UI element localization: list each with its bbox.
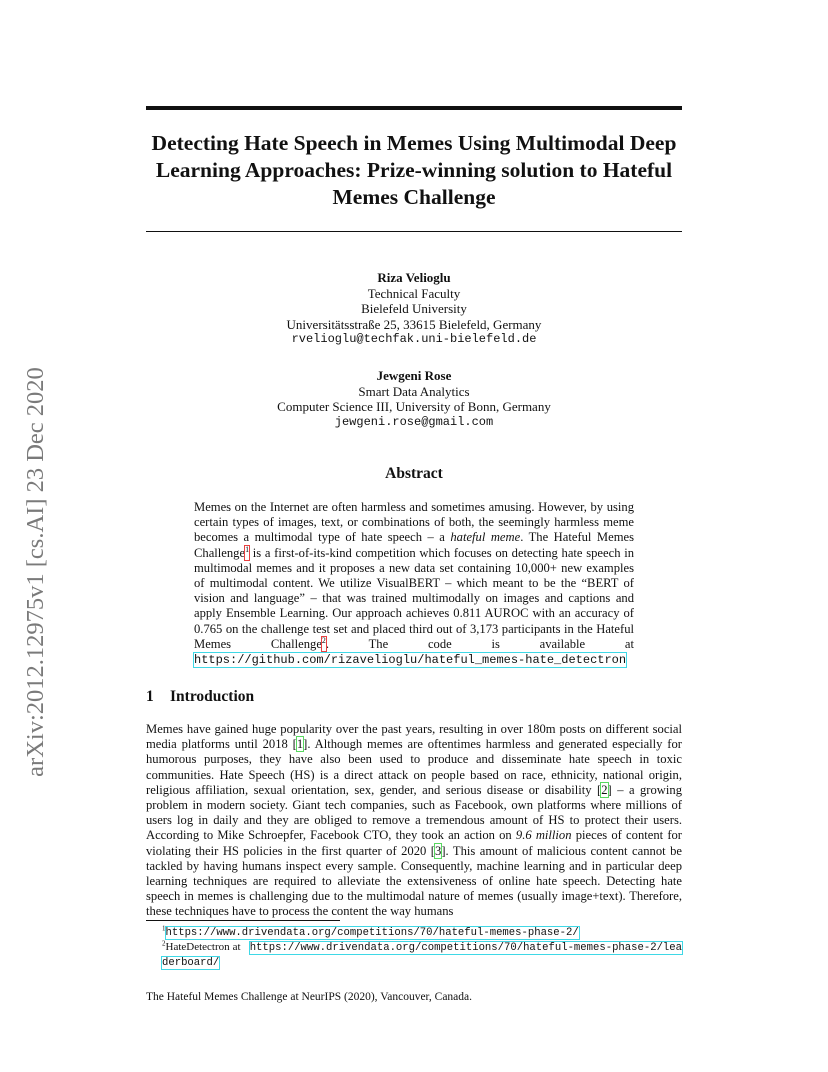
intro-run: ]. This amount of malicious content cannot be tackled by having humans inspect every sample. Consequently, machine learning and in particular deep learning techniques are required to alleviate the extensiveness of online hate speech. Detecting hate speech in memes is challenging due to the multimodal nature of memes (usually image+text). Therefore, these techniques have to process the content the way humans [146,843,682,919]
title-rule-bottom [146,231,682,232]
footnote-number: 2 [162,939,166,948]
footnote-number: 1 [162,924,166,933]
intro-run: Memes have gained huge popularity over the past years, resulting in over 180m posts on different social media platforms until 2018 [ [146,722,682,752]
footnote-text: HateDetectron at [165,941,241,953]
abstract-run: . The code is available at [325,636,634,651]
section-number: 1 [146,688,154,705]
abstract-run: . The Hateful Memes Challenge [194,530,634,560]
citation-link-1[interactable]: 1 [296,737,304,752]
author-name: Riza Velioglu [377,270,451,285]
intro-run: pieces of content for violating their HS policies in the first quarter of 2020 [ [146,828,682,858]
abstract-run: is a first-of-its-kind competition which focuses on detecting hate speech in multimodal memes and it proposes a new data set containing 10,000+ new examples of multimodal content. We utilize VisualBERT – which meant to be the “BERT of vision and language” – that was trained multimodally on images and captions and apply Ensemble Learning. Our approach achieves 0.811 AUROC with an accuracy of 0.765 on the challenge test set and placed third out of 3,173 participants in the Hateful Memes Challenge [194,545,634,651]
abstract-heading: Abstract [385,465,443,482]
citation-link-2[interactable]: 2 [601,782,608,797]
author-name: Jewgeni Rose [376,368,452,383]
intro-run: ] – a growing problem in modern society. Giant tech companies, such as Facebook, own platforms where millions of users log in daily and they are obliged to remove a tremendous amount of HS to protect their users. According to Mike Schroepfer, Facebook CTO, they took an action on [146,782,682,843]
footnote-1 [146,925,682,940]
author-affiliation: Bielefeld University [361,301,467,316]
arxiv-identifier: arXiv:2012.12975v1 [cs.AI] 23 Dec 2020 [22,367,49,777]
intro-run: ]. Although memes are oftentimes harmless and generated especially for humorous purposes, they have also been used to produce and disseminate hate speech in toxic communities. Hate Speech (HS) is a direct attack on people based on race, ethnicity, national origin, religious affiliation, sexual orientation, sex, gender, and serious disease or disability [ [146,737,682,797]
footnote-rule [146,920,340,921]
abstract-run: Memes on the Internet are often harmless and sometimes amusing. However, by using certain types of images, text, or combinations of both, the seemingly harmless meme becomes a multimodal type of hate speech – a [194,500,634,545]
section-title: Introduction [170,688,255,705]
footnote-url-link[interactable]: https://www.drivendata.org/competitions/70/hateful-memes-phase-2/ [165,927,579,939]
footnote-mark: 1 [245,544,250,554]
title-rule-top [146,106,682,110]
footnote-url-link[interactable]: https://www.drivendata.org/competitions/70/hateful-memes-phase-2/leaderboard/ [162,942,682,969]
author-affiliation: Computer Science III, University of Bonn, Germany [277,399,551,414]
author-block-2 [146,368,682,430]
author-email[interactable]: jewgeni.rose@gmail.com [334,414,494,429]
intro-emphasis: 9.6 million [515,828,572,843]
abstract-text [194,500,634,668]
footnotes [146,925,682,970]
author-affiliation: Smart Data Analytics [358,383,470,399]
citation-link-3[interactable]: 3 [435,843,442,858]
footnote-2 [146,940,682,970]
author-block-1 [146,270,682,348]
introduction-text [146,722,682,920]
abstract-emphasis: hateful meme [450,530,521,545]
code-repository-link[interactable]: https://github.com/rizavelioglu/hateful_memes-hate_detectron [194,653,627,668]
section-heading-introduction [146,688,254,706]
author-affiliation: Technical Faculty [367,285,461,301]
venue-footer: The Hateful Memes Challenge at NeurIPS (2020), Vancouver, Canada. [146,991,473,1003]
footnote-mark: 2 [321,635,326,645]
author-address: Universitätsstraße 25, 33615 Bielefeld, Germany [286,316,542,332]
paper-title: Detecting Hate Speech in Memes Using Multimodal Deep Learning Approaches: Prize-winning solution to Hateful Memes Challenge [151,131,677,209]
author-email[interactable]: rvelioglu@techfak.uni-bielefeld.de [291,332,537,346]
